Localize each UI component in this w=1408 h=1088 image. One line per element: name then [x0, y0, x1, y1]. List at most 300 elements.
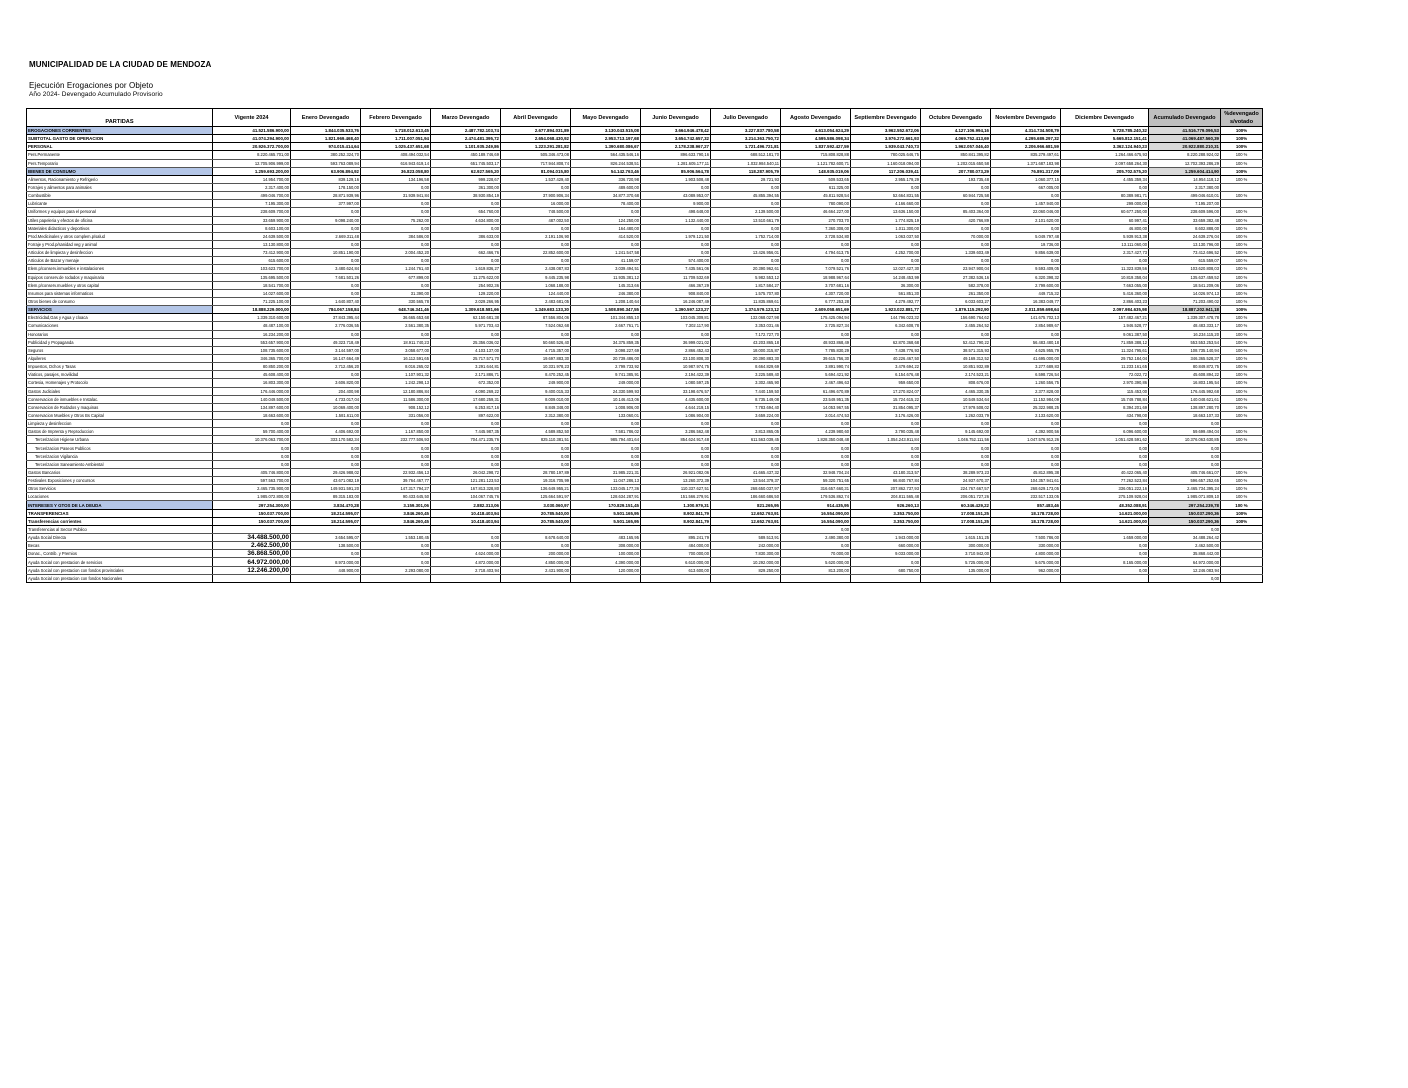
table-cell: 0,00: [1149, 444, 1221, 452]
table-cell: 23.100.808,30: [641, 354, 711, 362]
table-cell: 13.510.661,79: [711, 216, 781, 224]
table-cell: 0,00: [501, 257, 571, 265]
table-cell: 14.621.000,00: [1061, 517, 1149, 525]
table-cell: [921, 574, 991, 582]
table-cell: 9.033.000,00: [851, 550, 921, 558]
table-cell: 16.554.090,00: [781, 517, 851, 525]
table-cell: 1.262.033,79: [921, 411, 991, 419]
table-cell: 17.680.259,31: [431, 395, 501, 403]
table-cell: 100 %: [1221, 297, 1263, 305]
table-cell: 36.300,00: [851, 281, 921, 289]
table-cell: 308.000,00: [571, 542, 641, 550]
table-cell: 0,00: [431, 452, 501, 460]
table-cell: [1221, 420, 1263, 428]
table-row: [27, 558, 1263, 566]
table-cell: 85.906.564,78: [641, 167, 711, 175]
table-row: [27, 151, 1263, 159]
table-cell: 0,00: [851, 240, 921, 248]
table-cell: [1221, 460, 1263, 468]
table-cell: 77.262.523,84: [1061, 477, 1149, 485]
table-cell: 780.025.646,75: [851, 151, 921, 159]
table-cell: 103.045.309,81: [641, 314, 711, 322]
table-cell: 0,00: [291, 289, 361, 297]
expenditure-table: [26, 108, 1263, 583]
table-cell: [431, 525, 501, 533]
table-cell: 4.307.720,00: [781, 289, 851, 297]
table-row: [27, 232, 1263, 240]
table-cell: 9.900,00: [641, 200, 711, 208]
table-cell: 100 %: [1221, 322, 1263, 330]
table-cell: 2.728.534,80: [781, 232, 851, 240]
table-cell: 5.501.165,95: [571, 517, 641, 525]
table-cell: 16.147.664,49: [291, 354, 361, 362]
table-cell: 0,00: [571, 208, 641, 216]
table-cell: 896.633.790,16: [641, 151, 711, 159]
table-cell: 0,00: [1061, 566, 1149, 574]
col-header: Mayo Devengado: [571, 109, 641, 127]
table-cell: 2.317.380,00: [1149, 183, 1221, 191]
table-row: [27, 135, 1263, 143]
table-cell: 0,00: [291, 444, 361, 452]
table-cell: 6.033.603,27: [921, 297, 991, 305]
table-cell: 1.844.035.533,76: [291, 127, 361, 135]
table-cell: 1.371.687.183,98: [991, 159, 1061, 167]
table-row: [27, 297, 1263, 305]
table-cell: 0,00: [571, 444, 641, 452]
table-cell: 18.214.595,07: [291, 517, 361, 525]
table-cell: 0,00: [431, 257, 501, 265]
table-cell: 2.293.080,00: [361, 566, 431, 574]
table-cell: 1.837.592.427,59: [781, 143, 851, 151]
table-cell: 128.634.287,91: [571, 493, 641, 501]
table-cell: 35.868.442,00: [1149, 550, 1221, 558]
table-cell: 16.112.591,65: [361, 354, 431, 362]
row-label: Materiales didacticos y deportivos: [27, 224, 213, 232]
table-cell: 28.780.197,89: [501, 468, 571, 476]
table-cell: 784.067.158,84: [291, 306, 361, 314]
table-cell: 37.843.395,44: [291, 314, 361, 322]
table-cell: 748.500,00: [501, 208, 571, 216]
table-cell: 926.260,13: [851, 501, 921, 509]
table-cell: 7.663.055,00: [1061, 281, 1149, 289]
table-cell: 0,00: [851, 420, 921, 428]
table-cell: 31.985.221,31: [571, 468, 641, 476]
table-cell: 2.462.500,00: [213, 542, 291, 550]
table-cell: 1.046.752.111,56: [921, 436, 991, 444]
table-cell: 0,00: [571, 240, 641, 248]
table-cell: 1.985.072.800,00: [213, 493, 291, 501]
table-cell: 73.412.696,52: [1149, 249, 1221, 257]
report-subtitle: Ejecución Erogaciones por Objeto: [29, 81, 154, 90]
table-cell: [1221, 534, 1263, 542]
table-cell: 999.228,67: [431, 175, 501, 183]
table-row: [27, 509, 1263, 517]
table-cell: 0,00: [431, 330, 501, 338]
table-cell: 1.260.556,75: [991, 379, 1061, 387]
table-cell: 80.389.981,71: [1061, 192, 1149, 200]
table-cell: [431, 574, 501, 582]
table-cell: 7.195.300,00: [213, 200, 291, 208]
table-cell: 12.702.393.286,29: [1149, 159, 1221, 167]
table-row: [27, 525, 1263, 533]
table-cell: 167.813.328,80: [431, 485, 501, 493]
table-cell: 18.178.728,00: [991, 509, 1061, 517]
table-cell: 100 %: [1221, 289, 1263, 297]
table-cell: 0,00: [361, 208, 431, 216]
table-cell: 484.000,00: [641, 542, 711, 550]
table-cell: [851, 574, 921, 582]
table-cell: 1.946.528,77: [1061, 322, 1149, 330]
table-cell: 4.595.586.098,34: [781, 135, 851, 143]
table-cell: 0,00: [991, 192, 1061, 200]
table-cell: 100 %: [1221, 265, 1263, 273]
table-cell: 4.800.000,00: [991, 550, 1061, 558]
table-cell: 10.418.403,94: [431, 509, 501, 517]
table-cell: 100 %: [1221, 208, 1263, 216]
table-cell: 4.252.700,00: [851, 249, 921, 257]
table-cell: 0,00: [1061, 183, 1149, 191]
table-cell: 150.037.290,36: [1149, 509, 1221, 517]
table-cell: 13.130.800,00: [213, 240, 291, 248]
table-cell: 2.462.500,00: [1149, 542, 1221, 550]
table-cell: 2.438.087,83: [501, 265, 571, 273]
table-cell: 1.979.121,50: [641, 232, 711, 240]
table-cell: 0,00: [991, 420, 1061, 428]
table-cell: 3.962.552.672,06: [851, 127, 921, 135]
table-cell: 24.639.276,04: [1149, 232, 1221, 240]
table-cell: 7.195.207,00: [1149, 200, 1221, 208]
table-cell: 813.200,00: [781, 566, 851, 574]
table-cell: 857.483,46: [991, 501, 1061, 509]
table-cell: 40.226.467,50: [851, 354, 921, 362]
table-cell: 16.803.300,00: [213, 379, 291, 387]
table-cell: 414.520,00: [571, 232, 641, 240]
table-cell: 2.490.380,00: [781, 534, 851, 542]
row-label: Viaticos, pasajes, movilidad: [27, 371, 213, 379]
table-cell: 268.629.173,05: [991, 485, 1061, 493]
table-cell: 178.150,00: [291, 183, 361, 191]
table-cell: [1221, 444, 1263, 452]
table-cell: 100 %: [1221, 371, 1263, 379]
table-cell: 25.717.571,70: [431, 354, 501, 362]
table-cell: 151.566.279,91: [641, 493, 711, 501]
table-cell: 100 %: [1221, 240, 1263, 248]
table-cell: 0,00: [501, 542, 571, 550]
row-label: Festivales Exposiciones y concursos: [27, 477, 213, 485]
table-cell: 31.939.941,84: [361, 192, 431, 200]
table-cell: 0,00: [641, 420, 711, 428]
table-cell: 144.796.023,32: [851, 314, 921, 322]
col-header: Enero Devengado: [291, 109, 361, 127]
table-cell: 16.383.049,77: [991, 297, 1061, 305]
table-cell: 242.000,00: [711, 542, 781, 550]
table-cell: 2.014.474,53: [781, 411, 851, 419]
table-cell: 12.652.763,91: [711, 517, 781, 525]
table-row: [27, 403, 1263, 411]
table-cell: 13.426.956,01: [711, 249, 781, 257]
table-cell: 12.027.427,30: [851, 265, 921, 273]
table-cell: 17.270.824,07: [851, 387, 921, 395]
row-label: Articulos de Bazar y menaje: [27, 257, 213, 265]
table-cell: 346.365.700,00: [213, 354, 291, 362]
table-cell: 3.176.426,00: [851, 411, 921, 419]
table-cell: 3.891.990,74: [781, 363, 851, 371]
table-cell: 0,00: [501, 444, 571, 452]
row-label: Gastos de Imprenta y Reproduccion: [27, 428, 213, 436]
table-cell: 3.654.595,07: [291, 534, 361, 542]
table-cell: 2.431.900,00: [501, 566, 571, 574]
table-cell: 186.660.686,50: [711, 493, 781, 501]
table-cell: 408.494.032,54: [361, 151, 431, 159]
table-cell: 157.482.467,21: [1061, 314, 1149, 322]
table-cell: 0,00: [361, 224, 431, 232]
table-cell: 1.080.597,25: [641, 379, 711, 387]
row-label: EROGACIONES CORRIENTES: [27, 127, 213, 135]
table-cell: 3.286.562,48: [641, 428, 711, 436]
table-cell: 205.702.575,20: [1061, 167, 1149, 175]
table-cell: 5.620.000,00: [781, 558, 851, 566]
table-cell: 38.930.854,19: [431, 192, 501, 200]
table-cell: 80.850.200,00: [213, 363, 291, 371]
table-cell: 8.735.149,08: [711, 395, 781, 403]
row-label: Donac., Contrib. y Premios: [27, 550, 213, 558]
table-cell: 2.133.620,00: [991, 411, 1061, 419]
table-cell: 16.000,00: [501, 200, 571, 208]
table-cell: 0,00: [851, 183, 921, 191]
table-cell: 908.840,00: [641, 289, 711, 297]
table-row: [27, 249, 1263, 257]
table-cell: 2.776.036,55: [291, 322, 361, 330]
row-label: Transferencias corrientes: [27, 517, 213, 525]
table-cell: 0,00: [851, 257, 921, 265]
table-row: [27, 411, 1263, 419]
table-cell: 12.705.906.999,00: [213, 159, 291, 167]
table-cell: 8.664.829,69: [711, 363, 781, 371]
table-cell: 0,00: [1061, 444, 1149, 452]
table-cell: 3.790.035,48: [851, 428, 921, 436]
table-cell: 14.027.600,00: [213, 289, 291, 297]
table-cell: 9.741.385,91: [571, 371, 641, 379]
table-cell: 2.955.179,29: [851, 175, 921, 183]
table-cell: 0,00: [641, 224, 711, 232]
table-cell: 100 %: [1221, 477, 1263, 485]
table-cell: 10.292.000,00: [711, 558, 781, 566]
table-cell: 66.840.767,84: [851, 477, 921, 485]
table-cell: 138.500,00: [291, 542, 361, 550]
table-cell: 826.244.538,51: [571, 159, 641, 167]
row-label: Gastos Bancarios: [27, 468, 213, 476]
table-cell: 4.090.269,22: [431, 387, 501, 395]
report-period: Año 2024- Devengado Acumulado Provisorio: [29, 91, 163, 98]
table-cell: 2.725.827,34: [781, 322, 851, 330]
table-cell: 8.678.640,00: [501, 534, 571, 542]
row-label: Conservacion de inmuebles e Instalac.: [27, 395, 213, 403]
table-cell: 4.644.219,15: [641, 403, 711, 411]
table-cell: 2.174.523,21: [921, 371, 991, 379]
table-cell: 8.849.348,00: [501, 403, 571, 411]
table-cell: 2.677.894.031,89: [501, 127, 571, 135]
table-cell: 7.830.300,00: [711, 550, 781, 558]
table-cell: 574.400,00: [641, 257, 711, 265]
col-header: Septiembre Devengado: [851, 109, 921, 127]
table-cell: 10.851.190,00: [291, 249, 361, 257]
table-cell: 593.763.089,94: [291, 159, 361, 167]
table-cell: 11.275.622,00: [431, 273, 501, 281]
table-row: [27, 387, 1263, 395]
table-cell: 10.376.063.630,85: [1149, 436, 1221, 444]
row-label: Combustible: [27, 192, 213, 200]
table-cell: 13.544.379,37: [711, 477, 781, 485]
table-cell: 0,00: [291, 420, 361, 428]
table-cell: 4.279.492,77: [851, 297, 921, 305]
table-cell: 1.281.605.177,11: [641, 159, 711, 167]
table-cell: 20.390.883,30: [711, 354, 781, 362]
table-cell: 36.665.653,68: [361, 314, 431, 322]
row-label: Transferencias al Sector Publico: [27, 525, 213, 533]
table-cell: 17.008.151,25: [921, 509, 991, 517]
table-cell: 11.586.300,00: [361, 395, 431, 403]
table-cell: 136.649.955,21: [501, 485, 571, 493]
table-cell: 4.069.752.413,69: [921, 135, 991, 143]
table-cell: 985.794.401,64: [571, 436, 641, 444]
table-cell: 0,00: [641, 452, 711, 460]
table-cell: 19.697.883,30: [501, 354, 571, 362]
row-label: TRANSFERENCIAS: [27, 509, 213, 517]
table-row: [27, 468, 1263, 476]
table-cell: [1061, 574, 1149, 582]
table-cell: 12.652.763,91: [711, 509, 781, 517]
table-cell: 232.517.133,05: [991, 493, 1061, 501]
table-cell: 16.234.200,00: [213, 330, 291, 338]
row-label: SUBTOTAL GASTO DE OPERACION: [27, 135, 213, 143]
table-cell: 0,00: [291, 550, 361, 558]
table-cell: 40.422.065,40: [1061, 468, 1149, 476]
table-cell: 0,00: [361, 183, 431, 191]
table-cell: 43.180.313,57: [851, 468, 921, 476]
table-cell: 20.739.486,00: [571, 354, 641, 362]
table-cell: 18.911.740,23: [361, 338, 431, 346]
table-cell: 3.144.597,00: [291, 346, 361, 354]
table-cell: 43.671.082,19: [291, 477, 361, 485]
table-cell: 483.165,95: [571, 534, 641, 542]
table-cell: 0,00: [711, 257, 781, 265]
table-cell: 22.932.456,13: [361, 468, 431, 476]
table-cell: 3.058.677,00: [361, 346, 431, 354]
table-cell: 2.667.761,71: [571, 322, 641, 330]
table-cell: 4.435.600,00: [641, 395, 711, 403]
table-cell: 100 %: [1221, 232, 1263, 240]
table-cell: 1.943.000,00: [851, 534, 921, 542]
row-label: Utiles papeleria y efectos de oficina: [27, 216, 213, 224]
table-cell: 505.346.473,08: [501, 151, 571, 159]
row-label: Tercerizacion Vigilancia: [27, 452, 213, 460]
table-cell: 2.561.380,35: [361, 322, 431, 330]
table-cell: 2.139.500,00: [711, 208, 781, 216]
table-cell: 384.586,00: [361, 232, 431, 240]
table-cell: 1.008.906,00: [571, 403, 641, 411]
table-cell: 0,00: [851, 444, 921, 452]
col-header: PARTIDAS: [27, 109, 213, 127]
table-cell: 100%: [1221, 167, 1263, 175]
table-cell: 3.479.694,22: [851, 363, 921, 371]
table-cell: 29.752.184,04: [1061, 354, 1149, 362]
table-cell: 297.254.300,00: [213, 501, 291, 509]
table-cell: 2.718.403,94: [431, 566, 501, 574]
table-cell: 0,00: [291, 460, 361, 468]
table-cell: 821.265,95: [711, 501, 781, 509]
table-cell: 1.828.350.048,48: [781, 436, 851, 444]
row-label: Ayuda Social con prestacion de servicios: [27, 558, 213, 566]
table-cell: 1.619.836,27: [431, 265, 501, 273]
table-cell: 0,00: [991, 460, 1061, 468]
table-cell: 0,00: [361, 281, 431, 289]
table-cell: 1.309.618.581,66: [431, 306, 501, 314]
table-cell: 450.189.746,69: [431, 151, 501, 159]
table-cell: 2.465.735.900,00: [213, 485, 291, 493]
table-cell: 100 %: [1221, 379, 1263, 387]
table-cell: 100 %: [1221, 387, 1263, 395]
table-cell: 100 %: [1221, 428, 1263, 436]
table-cell: 1.259.604.414,90: [1149, 167, 1221, 175]
table-cell: 3.353.031,46: [711, 322, 781, 330]
table-cell: 839.129,16: [291, 175, 361, 183]
table-cell: 0,00: [1149, 574, 1221, 582]
table-cell: 0,00: [1149, 420, 1221, 428]
table-cell: 2.465.734.395,24: [1149, 485, 1221, 493]
table-cell: 1.640.807,40: [291, 297, 361, 305]
table-cell: 0,00: [921, 257, 991, 265]
table-cell: 0,00: [291, 281, 361, 289]
table-cell: 1.060.377,15: [991, 175, 1061, 183]
table-cell: 1.903.508,48: [641, 175, 711, 183]
table-cell: 959.650,00: [851, 379, 921, 387]
table-row: [27, 346, 1263, 354]
row-label: Uniformes y equipos para el personal: [27, 208, 213, 216]
table-cell: 648.746.341,46: [361, 306, 431, 314]
table-row: [27, 574, 1263, 582]
table-cell: 0,00: [781, 330, 851, 338]
table-cell: 2.799.733,92: [571, 363, 641, 371]
table-cell: 38.289.973,23: [921, 468, 991, 476]
table-cell: 2.970.390,86: [1061, 379, 1149, 387]
table-cell: 100 %: [1221, 493, 1263, 501]
col-header: Diciembre Devengado: [1061, 109, 1149, 127]
col-header: Abril Devengado: [501, 109, 571, 127]
table-cell: 2.206.966.681,59: [991, 143, 1061, 151]
table-row: [27, 306, 1263, 314]
table-cell: 0,00: [501, 452, 571, 460]
table-cell: 59.700.400,00: [213, 428, 291, 436]
row-label: Becas: [27, 542, 213, 550]
col-header: Febrero Devengado: [361, 109, 431, 127]
table-cell: 24.330.599,93: [571, 387, 641, 395]
table-cell: 672.352,00: [431, 379, 501, 387]
table-cell: 8.016.265,02: [361, 363, 431, 371]
table-cell: 141.675.702,13: [991, 314, 1061, 322]
table-row: [27, 338, 1263, 346]
table-cell: 3.225.589,40: [711, 371, 781, 379]
col-header: Julio Devengado: [711, 109, 781, 127]
table-cell: 0,00: [1149, 460, 1221, 468]
table-cell: 37.900.906,34: [501, 192, 571, 200]
table-cell: 179.536.862,74: [781, 493, 851, 501]
table-cell: 54.142.763,46: [571, 167, 641, 175]
table-cell: 80.849.872,75: [1149, 363, 1221, 371]
table-cell: 3.098.227,69: [571, 346, 641, 354]
table-cell: 0,00: [213, 420, 291, 428]
table-cell: 0,00: [781, 542, 851, 550]
table-cell: 700.000,00: [641, 550, 711, 558]
